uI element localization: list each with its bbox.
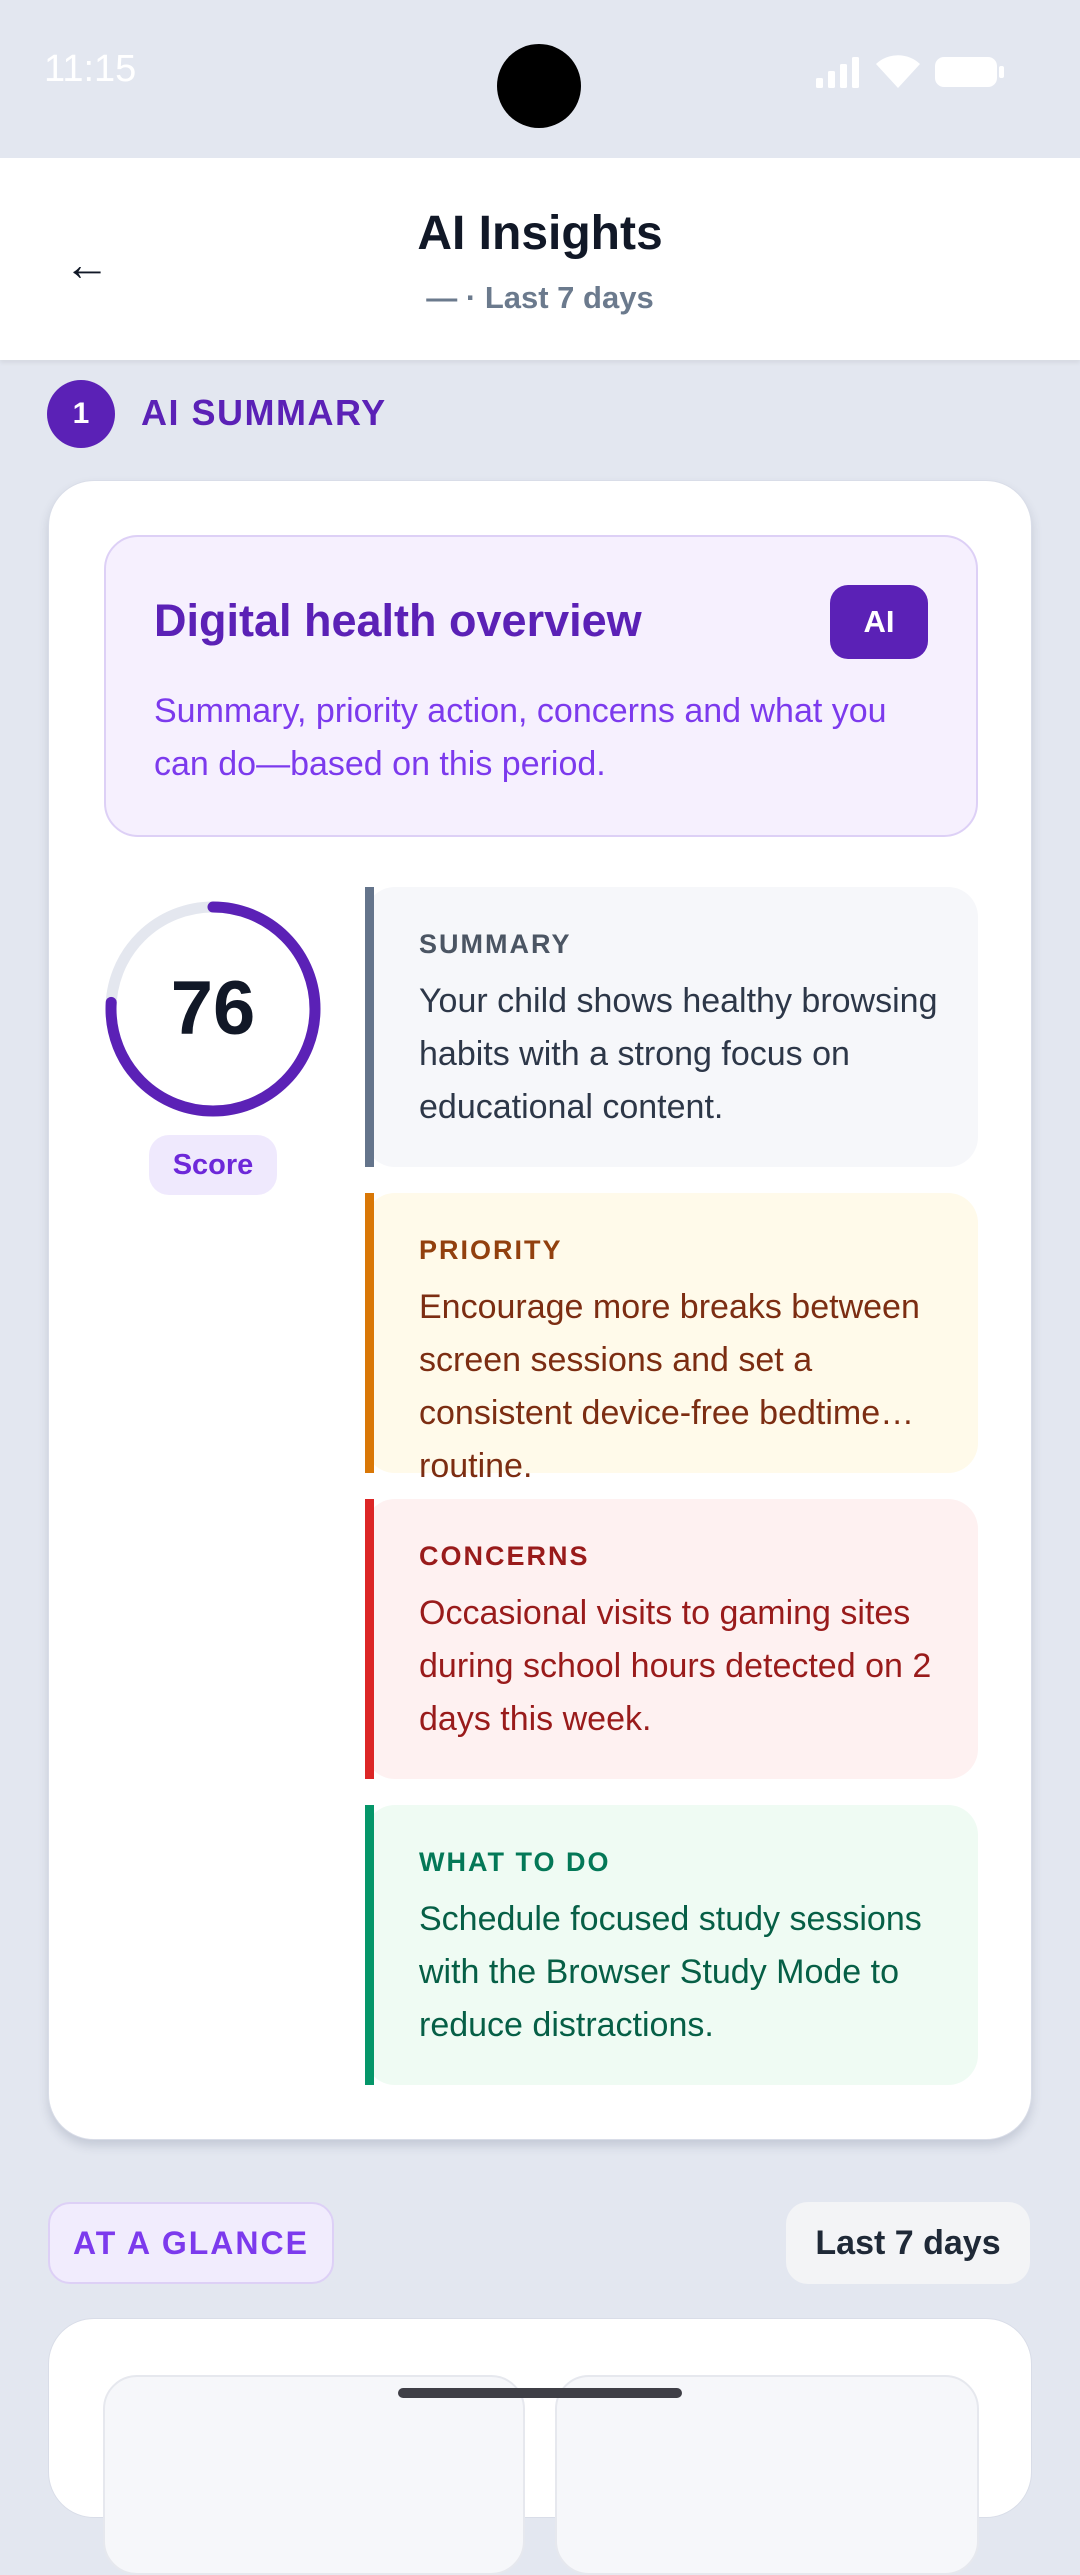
summary-accent-bar [365,887,374,1167]
priority-insight-card[interactable] [365,1193,978,1485]
camera-cutout [497,44,581,128]
score-value: 76 [170,966,256,1051]
battery-icon [934,56,1006,88]
concerns-insight-card[interactable] [365,1499,978,1779]
section-number-badge: 1 [47,380,115,448]
priority-text: Encourage more breaks between screen sessions and set a consistent device-free bedtime routine. [419,1288,920,1485]
status-bar [0,0,1080,158]
concerns-label: CONCERNS [419,1541,590,1571]
glance-tile[interactable] [103,2375,525,2575]
what-to-do-accent-bar [365,1805,374,2085]
overview-banner [104,535,978,837]
summary-text: Your child shows healthy browsing habits with a strong focus on educational content. [419,982,938,1126]
app-header [0,158,1080,360]
ai-badge: AI [830,585,928,659]
priority-label: PRIORITY [419,1235,563,1265]
score-label: Score [149,1135,277,1195]
page-subtitle: — · Last 7 days [426,280,654,315]
what-to-do-text: Schedule focused study sessions with the Browser Study Mode to reduce distractions. [419,1900,922,2044]
back-arrow-icon[interactable]: ← [64,238,110,290]
home-indicator[interactable] [398,2388,682,2398]
at-a-glance-chip: AT A GLANCE [48,2202,334,2284]
priority-accent-bar [365,1193,374,1473]
overview-title: Digital health overview [154,595,642,646]
glance-tile[interactable] [555,2375,979,2575]
page-title: AI Insights [417,207,663,260]
wifi-icon [872,52,924,90]
summary-label: SUMMARY [419,929,572,959]
overview-description: Summary, priority action, concerns and what you can do—based on this period. [154,692,887,783]
concerns-accent-bar [365,1499,374,1779]
status-time: 11:15 [44,48,137,90]
concerns-text: Occasional visits to gaming sites during school hours detected on 2 days this week. [419,1594,932,1738]
section-title: AI SUMMARY [141,392,387,433]
at-a-glance-card [48,2318,1032,2518]
ai-summary-card [48,480,1032,2140]
what-to-do-label: WHAT TO DO [419,1847,611,1877]
summary-insight-card[interactable] [365,887,978,1167]
signal-icon [814,56,862,88]
date-range-selector[interactable]: Last 7 days [786,2202,1030,2284]
what-to-do-insight-card[interactable] [365,1805,978,2085]
